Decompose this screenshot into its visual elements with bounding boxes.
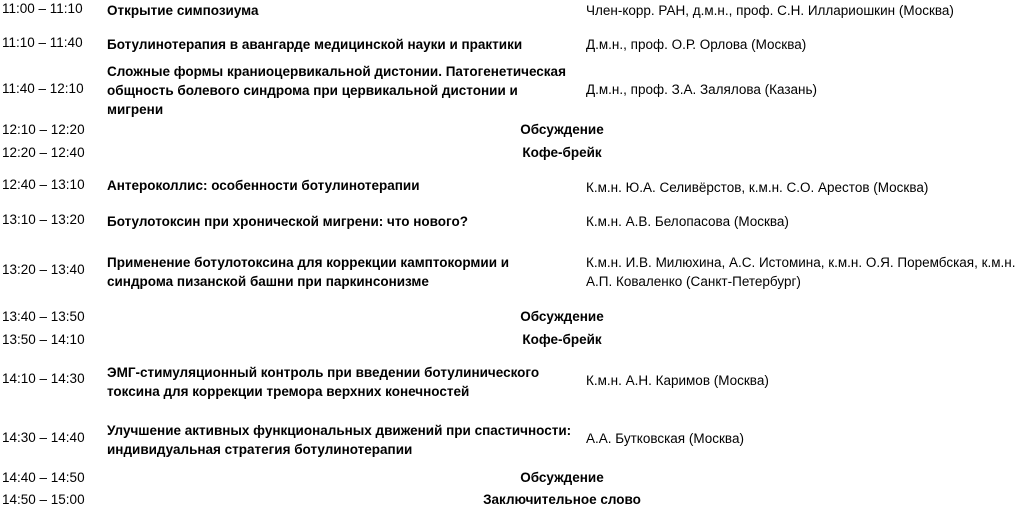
session-topic: Сложные формы краниоцервикальной дистонии. Патогенетическая общность болевого синдрома при цервикальной дистонии и мигрени (107, 64, 566, 117)
time-slot: 12:40 – 13:10 (2, 177, 85, 192)
time-slot: 11:40 – 12:10 (2, 81, 84, 96)
discussion-label: Обсуждение (520, 470, 604, 485)
session-topic: Применение ботулотоксина для коррекции камптокормии и синдрома пизанской башни при паркинсонизме (107, 255, 510, 289)
time-slot: 13:50 – 14:10 (2, 332, 85, 347)
session-topic: Улучшение активных функциональных движений при спастичности: индивидуальная стратегия ботулинотерапии (107, 423, 572, 457)
coffee-break-label: Кофе-брейк (522, 332, 602, 347)
discussion-label: Обсуждение (520, 122, 604, 137)
time-slot: 14:30 – 14:40 (2, 430, 85, 445)
coffee-break-label: Кофе-брейк (522, 145, 602, 160)
time-slot: 12:20 – 12:40 (2, 145, 85, 160)
speaker: Д.м.н., проф. З.А. Залялова (Казань) (586, 82, 818, 97)
closing-remarks-label: Заключительное слово (483, 492, 641, 507)
speaker: А.А. Бутковская (Москва) (586, 431, 744, 446)
time-slot: 14:10 – 14:30 (2, 371, 85, 386)
time-slot: 11:10 – 11:40 (2, 35, 83, 50)
speaker: Д.м.н., проф. О.Р. Орлова (Москва) (586, 37, 807, 52)
session-topic: Антероколлис: особенности ботулинотерапии (107, 178, 420, 193)
time-slot: 13:20 – 13:40 (2, 262, 85, 277)
time-slot: 13:40 – 13:50 (2, 309, 85, 324)
time-slot: 13:10 – 13:20 (2, 212, 85, 227)
speaker: К.м.н. И.В. Милюхина, А.С. Истомина, к.м.н. О.Я. Порембская, к.м.н. А.П. Коваленко (Санкт-Петербург) (586, 255, 1016, 289)
speaker: К.м.н. А.В. Белопасова (Москва) (586, 214, 789, 229)
session-topic: ЭМГ-стимуляционный контроль при введении ботулинического токсина для коррекции тремора верхних конечностей (107, 365, 540, 399)
session-topic: Открытие симпозиума (107, 3, 259, 18)
speaker: Член-корр. РАН, д.м.н., проф. С.Н. Иллариошкин (Москва) (586, 3, 954, 18)
time-slot: 11:00 – 11:10 (2, 1, 83, 16)
time-slot: 14:40 – 14:50 (2, 470, 85, 485)
speaker: К.м.н. Ю.А. Селивёрстов, к.м.н. С.О. Арестов (Москва) (586, 180, 929, 195)
session-topic: Ботулинотерапия в авангарде медицинской науки и практики (107, 37, 523, 52)
session-topic: Ботулотоксин при хронической мигрени: что нового? (107, 214, 468, 229)
time-slot: 14:50 – 15:00 (2, 492, 85, 507)
time-slot: 12:10 – 12:20 (2, 122, 85, 137)
discussion-label: Обсуждение (520, 309, 604, 324)
speaker: К.м.н. А.Н. Каримов (Москва) (586, 373, 769, 388)
